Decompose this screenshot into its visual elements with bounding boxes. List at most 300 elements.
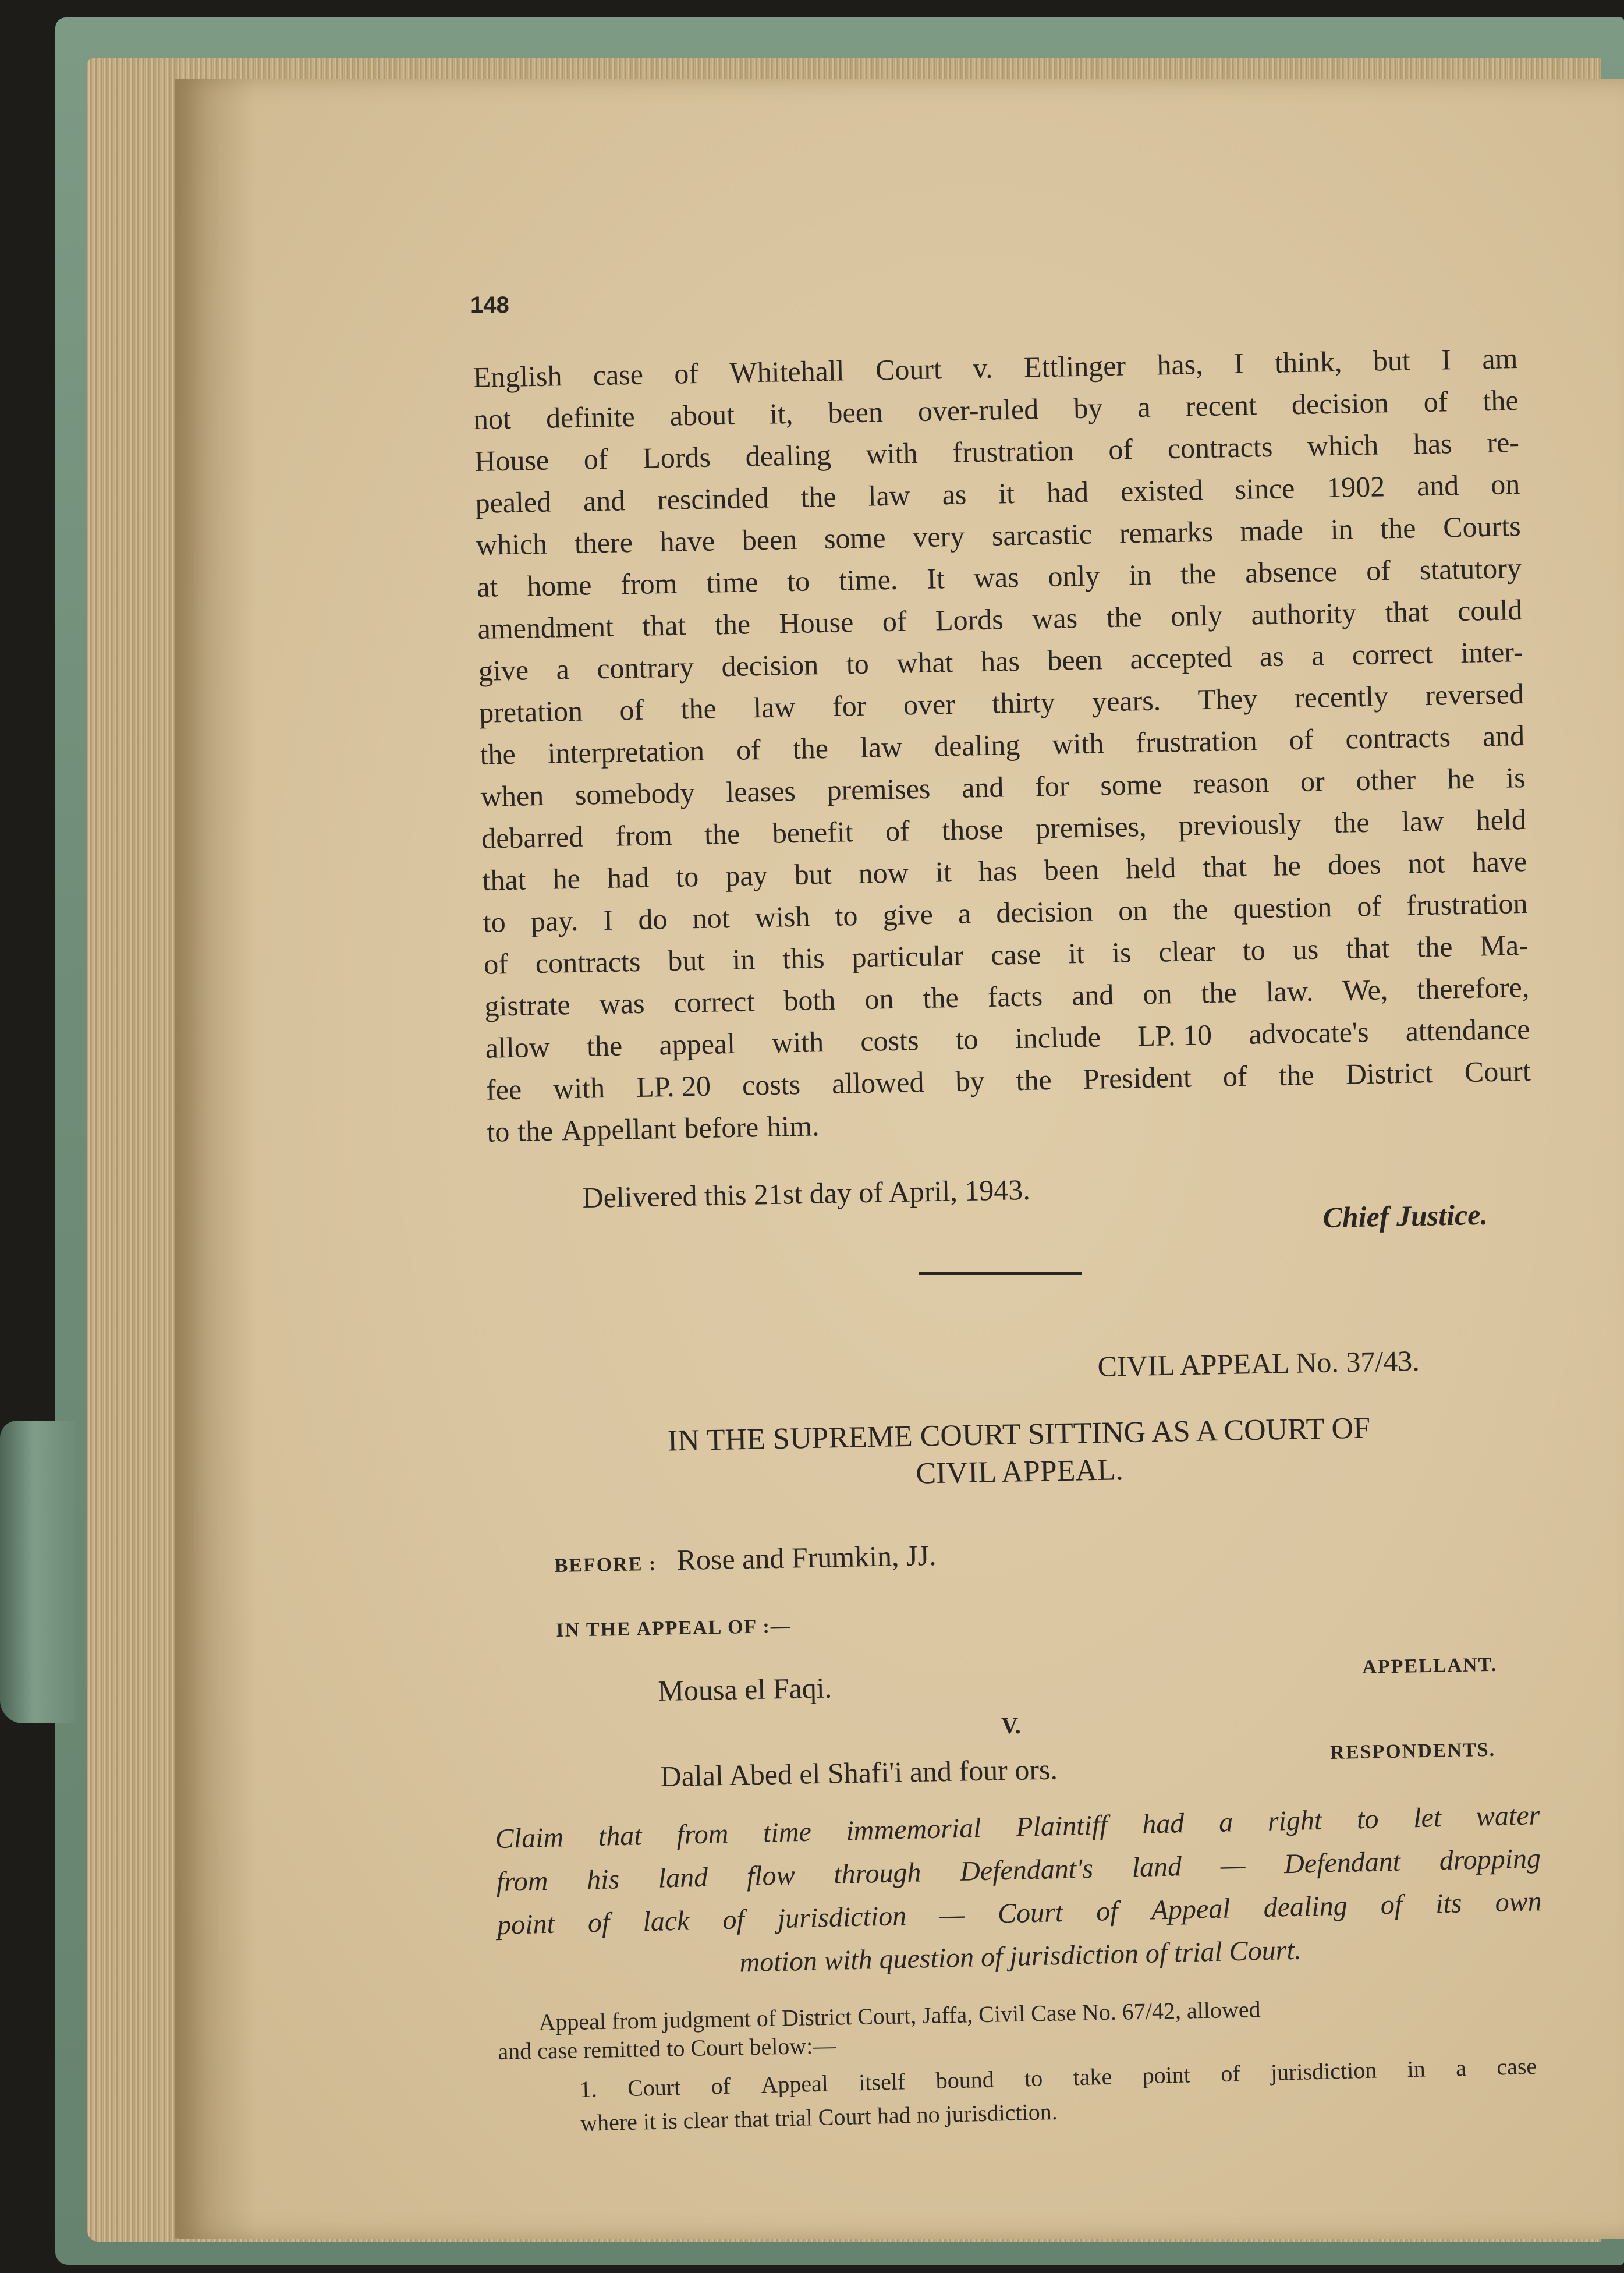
word: as	[942, 477, 967, 511]
word: of	[885, 814, 910, 848]
word: give	[882, 897, 934, 932]
signature-chief-justice: Chief Justice.	[1322, 1198, 1488, 1234]
word: water	[1476, 1800, 1540, 1832]
word: costs	[860, 1024, 919, 1057]
word: of	[722, 1904, 745, 1936]
word: Appeal	[1151, 1893, 1231, 1926]
word: which	[476, 527, 548, 561]
word: which	[1307, 428, 1379, 462]
word: decision	[995, 894, 1094, 929]
word: premises	[827, 771, 931, 806]
word: Court	[627, 2073, 681, 2101]
word: the	[1016, 1063, 1052, 1097]
opinion-text	[473, 337, 1532, 1153]
word: Court	[875, 352, 942, 387]
word: decision	[1291, 386, 1389, 421]
word: other	[1356, 763, 1416, 797]
word: include	[1015, 1020, 1101, 1055]
word: Court	[997, 1896, 1063, 1929]
word: to	[1024, 2065, 1043, 2092]
word: We,	[1342, 973, 1388, 1007]
word: rescinded	[657, 481, 770, 516]
word: do	[637, 902, 668, 936]
cover-spine-fray	[0, 1421, 76, 1723]
word: had	[1046, 475, 1089, 509]
word: absence	[1244, 554, 1338, 589]
word: the	[922, 980, 959, 1015]
word: lack	[642, 1905, 690, 1938]
word: give	[478, 653, 529, 687]
word: the	[1172, 893, 1209, 926]
word: could	[1457, 593, 1523, 628]
word: recently	[1294, 679, 1389, 714]
word: a	[556, 653, 570, 686]
word: appeal	[658, 1026, 736, 1061]
word: authority	[1251, 596, 1357, 631]
word: with	[552, 1071, 605, 1105]
word: 1902	[1326, 470, 1385, 504]
word: reason	[1193, 766, 1270, 800]
word: held	[1476, 802, 1527, 837]
word: flow	[746, 1860, 796, 1892]
word: been	[742, 522, 797, 557]
word: contrary	[596, 650, 694, 685]
word: those	[941, 812, 1004, 847]
word: own	[1495, 1886, 1543, 1918]
respondent-label: RESPONDENTS.	[1330, 1739, 1496, 1764]
word: a	[1137, 390, 1151, 424]
word: I	[603, 903, 614, 937]
word: at	[476, 570, 498, 603]
word: very	[912, 519, 965, 554]
word: of	[1289, 723, 1314, 756]
word: have	[1471, 844, 1527, 879]
word: land	[1132, 1851, 1182, 1883]
word: Defendant	[1283, 1846, 1401, 1880]
word: but	[667, 943, 705, 978]
word: motion with question of jurisdiction of trial Court.	[739, 1934, 1302, 1978]
word: where it is clear that trial Court had no jurisdiction.	[580, 2098, 1058, 2136]
word: and	[583, 484, 626, 518]
word: previously	[1178, 807, 1302, 842]
word: Courts	[1442, 509, 1522, 544]
appeal-note-line-2: and case remitted to Court below:—	[498, 2032, 836, 2065]
word: when	[480, 778, 544, 813]
word: to	[846, 647, 870, 681]
word: about	[669, 398, 735, 432]
word: he	[1446, 762, 1475, 795]
word: recent	[1185, 388, 1257, 423]
word: question	[1233, 890, 1332, 925]
word: dealing	[745, 438, 832, 473]
word: in	[1128, 558, 1152, 592]
word: what	[896, 645, 954, 679]
word: from	[620, 567, 678, 601]
appellant-name: Mousa el Faqi.	[658, 1671, 832, 1707]
word: with	[1051, 727, 1104, 760]
word: Claim	[495, 1822, 564, 1854]
word: I	[1441, 343, 1452, 376]
word: wish	[754, 900, 810, 934]
word: in	[1407, 2055, 1426, 2083]
word: It	[926, 562, 945, 595]
appellant-label: APPELLANT.	[1362, 1654, 1498, 1678]
word: reversed	[1424, 677, 1524, 712]
word: there	[574, 526, 633, 560]
word: the	[1482, 384, 1519, 417]
word: jurisdiction	[1270, 2056, 1377, 2086]
word: the	[1180, 557, 1217, 590]
word: been	[1044, 852, 1100, 887]
word: for	[832, 689, 867, 723]
word: from	[676, 1818, 729, 1850]
word: over-ruled	[917, 392, 1039, 427]
word: LP. 20	[636, 1069, 711, 1104]
word: the	[800, 480, 837, 514]
word: Whitehall	[729, 354, 845, 389]
word: itself	[858, 2068, 906, 2096]
word: gistrate	[484, 988, 571, 1022]
word: to	[786, 564, 810, 598]
word: clear	[1158, 934, 1216, 968]
word: of	[1380, 1889, 1403, 1921]
word: of	[711, 2072, 731, 2099]
word: that	[1202, 849, 1247, 884]
word: from	[615, 818, 673, 852]
word: the	[1278, 1058, 1315, 1092]
word: of	[619, 693, 644, 727]
word: him.	[766, 1109, 820, 1143]
word: that	[641, 608, 686, 642]
word: has	[980, 644, 1020, 678]
word: dealing	[1263, 1890, 1348, 1924]
word: LP. 10	[1137, 1018, 1212, 1053]
word: bound	[935, 2066, 995, 2094]
word: the	[1201, 976, 1237, 1010]
word: Plaintiff	[1015, 1810, 1108, 1843]
word: made	[1240, 513, 1304, 547]
word: the	[680, 692, 717, 725]
word: it	[998, 476, 1015, 510]
word: costs	[742, 1067, 801, 1102]
word: therefore,	[1416, 970, 1530, 1005]
word: a	[958, 897, 971, 930]
word: I	[1233, 346, 1244, 380]
word: to	[486, 1115, 510, 1148]
word: is	[1505, 760, 1526, 794]
word: and	[1071, 978, 1114, 1012]
word: by	[955, 1064, 985, 1098]
word: thirty	[991, 685, 1056, 720]
word: correct	[673, 985, 755, 1019]
word: it	[935, 855, 952, 888]
word: the	[480, 737, 516, 771]
word: or	[1300, 764, 1325, 798]
word: not	[473, 402, 512, 436]
page-gutter-shadow	[175, 79, 256, 2239]
word: and	[1416, 468, 1459, 502]
word: let	[1413, 1802, 1442, 1834]
word: a	[1218, 1807, 1233, 1838]
word: —	[939, 1899, 965, 1931]
word: right	[1267, 1804, 1322, 1837]
word: on	[864, 982, 894, 1015]
word: immemorial	[845, 1812, 982, 1847]
word: —	[1220, 1849, 1246, 1881]
word: Lords	[642, 440, 711, 475]
page-number: 148	[470, 292, 509, 318]
word: contracts	[535, 944, 641, 980]
word: a	[1455, 2054, 1467, 2081]
word: President	[1083, 1060, 1192, 1095]
word: Ettlinger	[1023, 349, 1126, 384]
word: of	[882, 604, 907, 638]
word: both	[783, 983, 836, 1017]
word: contracts	[1167, 430, 1273, 465]
word: pay.	[530, 904, 579, 938]
word: remarks	[1119, 515, 1214, 550]
word: of	[1220, 2060, 1241, 2087]
word: Appellant	[561, 1111, 677, 1147]
word: Court	[1464, 1054, 1531, 1088]
word: as	[1259, 639, 1284, 673]
word: some	[824, 521, 886, 555]
word: was	[1031, 601, 1078, 635]
court-heading-line-2: CIVIL APPEAL.	[915, 1453, 1124, 1490]
word: frustration	[1406, 886, 1529, 922]
word: land	[658, 1861, 708, 1894]
word: with	[771, 1025, 824, 1059]
word: the	[792, 731, 829, 766]
word: he	[1273, 849, 1302, 882]
word: since	[1235, 472, 1295, 506]
word: home	[526, 568, 592, 603]
word: pay	[725, 858, 768, 893]
versus: V.	[1001, 1712, 1021, 1739]
word: for	[1034, 769, 1069, 803]
word: take	[1073, 2063, 1112, 2091]
word: held	[1125, 851, 1176, 885]
word: of	[583, 442, 608, 476]
word: and	[961, 770, 1004, 804]
word: now	[858, 856, 909, 890]
word: the	[714, 607, 751, 641]
word: statutory	[1419, 551, 1522, 586]
word: the	[1380, 511, 1416, 545]
word: of	[1366, 554, 1391, 587]
word: not	[692, 901, 731, 935]
word: on	[1142, 977, 1172, 1011]
word: re-	[1486, 426, 1520, 459]
word: law.	[1265, 974, 1314, 1008]
word: a	[1311, 639, 1325, 672]
word: 1.	[579, 2076, 598, 2102]
word: of	[1108, 433, 1133, 466]
word: allowed	[831, 1065, 924, 1100]
word: amendment	[477, 610, 614, 645]
word: that	[481, 863, 526, 897]
word: that	[1385, 594, 1430, 629]
word: time.	[838, 562, 898, 597]
word: the	[704, 817, 740, 851]
word: only	[1170, 599, 1223, 633]
word: this	[782, 941, 825, 975]
word: of	[587, 1907, 610, 1939]
word: English	[473, 359, 562, 394]
word: contracts	[1345, 720, 1451, 755]
word: point	[497, 1908, 555, 1941]
word: over	[903, 687, 956, 721]
word: House	[779, 606, 854, 640]
word: frustration	[952, 434, 1075, 469]
word: in	[1330, 512, 1354, 546]
word: been	[1047, 643, 1103, 677]
word: been	[827, 395, 884, 429]
word: case	[593, 357, 644, 392]
word: Appeal	[760, 2070, 829, 2098]
word: am	[1481, 342, 1518, 376]
word: to	[483, 905, 506, 939]
word: the	[586, 1029, 623, 1063]
word: law	[753, 690, 796, 724]
word: dealing	[934, 728, 1020, 763]
word: premises,	[1035, 809, 1147, 845]
word: jurisdiction	[777, 1900, 907, 1935]
word: of	[736, 733, 761, 766]
word: think,	[1274, 345, 1342, 379]
word: it	[1068, 936, 1085, 970]
word: of	[1423, 385, 1448, 419]
word: was	[599, 986, 645, 1021]
word: Defendant's	[959, 1853, 1094, 1887]
word: of	[1222, 1059, 1248, 1093]
word: case	[990, 937, 1041, 971]
word: law	[868, 479, 911, 512]
word: allow	[485, 1030, 551, 1064]
word: have	[659, 524, 715, 558]
before-label: BEFORE :	[554, 1553, 657, 1577]
word: time	[763, 1816, 812, 1849]
word: inter-	[1460, 635, 1524, 669]
word: us	[1292, 932, 1319, 966]
word: House	[474, 443, 549, 477]
word: pealed	[475, 485, 552, 519]
word: has	[978, 854, 1018, 888]
word: he	[552, 862, 581, 895]
word: facts	[987, 979, 1043, 1013]
word: debarred	[481, 820, 584, 855]
word: v.	[972, 351, 994, 385]
word: attendance	[1405, 1012, 1530, 1047]
word: the	[1106, 600, 1143, 634]
word: to	[1356, 1803, 1379, 1835]
word: with	[866, 437, 919, 470]
word: frustration	[1135, 724, 1258, 759]
word: was	[973, 560, 1020, 594]
word: some	[1100, 767, 1162, 802]
word: Lords	[935, 603, 1004, 637]
word: point	[1142, 2061, 1191, 2089]
word: not	[1407, 846, 1446, 880]
word: the	[1333, 805, 1370, 840]
word: interpretation	[547, 734, 705, 770]
word: definite	[545, 399, 636, 434]
word: before	[684, 1110, 759, 1145]
word: in	[732, 943, 756, 976]
word: is	[1111, 936, 1132, 969]
judges: Rose and Frumkin, JJ.	[676, 1538, 937, 1577]
word: dropping	[1439, 1843, 1541, 1877]
word: by	[1073, 391, 1103, 425]
word: existed	[1120, 473, 1204, 508]
word: has	[1413, 427, 1453, 461]
word: time	[705, 565, 758, 599]
delivered-date: Delivered this 21st day of April, 1943.	[582, 1173, 1031, 1214]
word: to	[1242, 933, 1266, 966]
word: advocate's	[1248, 1015, 1369, 1050]
word: had	[607, 861, 650, 894]
word: on	[1490, 468, 1520, 501]
word: it,	[769, 396, 793, 430]
word: They	[1197, 682, 1258, 716]
word: its	[1435, 1888, 1463, 1920]
word: correct	[1352, 636, 1434, 671]
word: that	[598, 1820, 643, 1852]
word: his	[586, 1864, 620, 1896]
court-heading-line-1: IN THE SUPREME COURT SITTING AS A COURT OF	[667, 1411, 1371, 1458]
bench-row	[554, 1538, 937, 1579]
word: accepted	[1129, 640, 1232, 675]
word: law	[860, 730, 903, 764]
word: somebody	[575, 776, 696, 811]
word: but	[794, 857, 832, 891]
word: only	[1047, 559, 1100, 593]
appeal-of-label: IN THE APPEAL OF :—	[556, 1615, 792, 1641]
word: to	[955, 1022, 979, 1056]
word: of	[1095, 1895, 1119, 1927]
word: through	[833, 1857, 922, 1890]
headnote	[495, 1794, 1543, 1990]
word: years.	[1091, 684, 1161, 718]
word: had	[1141, 1808, 1185, 1840]
section-divider	[919, 1272, 1082, 1275]
word: from	[495, 1865, 548, 1897]
word: to	[675, 860, 699, 893]
case-number: CIVIL APPEAL No. 37/43.	[1097, 1344, 1420, 1383]
word: of	[483, 947, 509, 980]
respondent-name: Dalal Abed el Shafi'i and four ors.	[660, 1752, 1058, 1793]
word: law	[1401, 804, 1444, 838]
word: decision	[721, 648, 819, 683]
word: to	[834, 899, 858, 932]
word: leases	[725, 774, 796, 809]
word: case	[1496, 2052, 1537, 2080]
word: of	[673, 356, 699, 390]
word: the	[517, 1114, 554, 1148]
word: has,	[1156, 348, 1204, 381]
word: but	[1373, 344, 1411, 377]
word: particular	[852, 939, 964, 974]
word: benefit	[772, 815, 854, 849]
word: and	[1482, 718, 1525, 753]
word: the	[1416, 930, 1453, 964]
word: Ma-	[1479, 928, 1529, 962]
word: does	[1327, 847, 1382, 881]
word: pretation	[478, 694, 583, 729]
word: of	[1356, 889, 1382, 923]
word: on	[1118, 893, 1148, 927]
word: fee	[485, 1072, 522, 1106]
